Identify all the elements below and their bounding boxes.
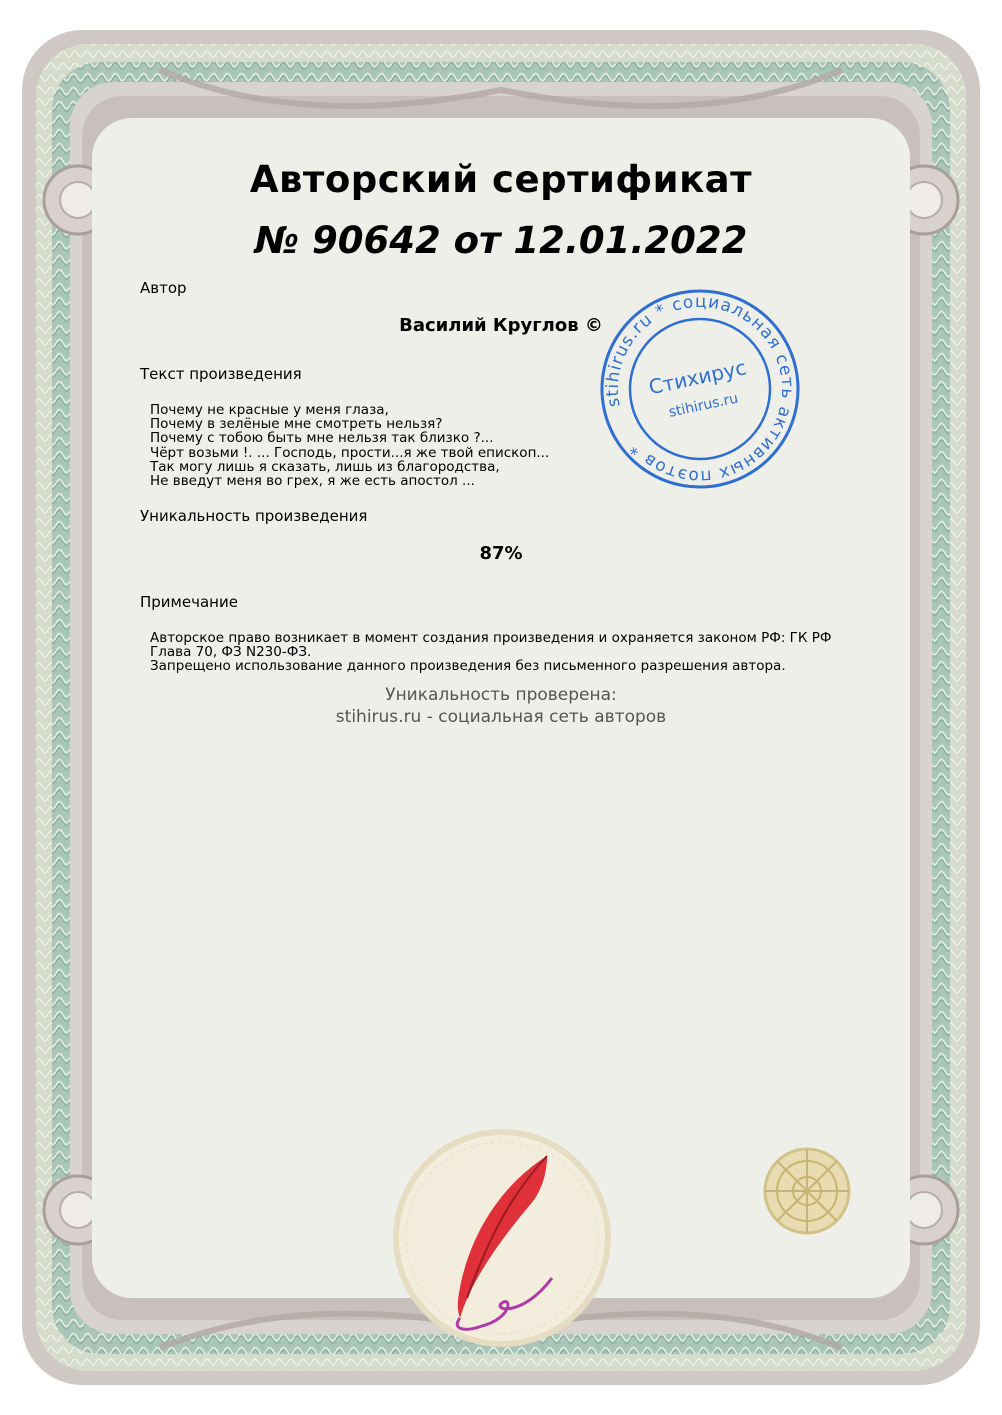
poem-line: Почему не красные у меня глаза, bbox=[150, 402, 389, 418]
poem-line: Не введут меня во грех, я же есть апостол ... bbox=[150, 473, 475, 490]
certificate-number: № 90642 от 12.01.2022 bbox=[254, 219, 748, 262]
verification-line: Уникальность проверена: bbox=[385, 685, 617, 705]
poem-line: Почему в зелёные мне смотреть нельзя? bbox=[150, 416, 443, 433]
stihirus-stamp bbox=[596, 288, 804, 490]
note-text bbox=[150, 631, 850, 674]
poem-line: Так могу лишь я сказать, лишь из благородства, bbox=[150, 458, 500, 475]
stamp-center-site: stihirus.ru bbox=[667, 390, 740, 421]
note-line: Авторское право возникает в момент создания произведения и охраняется законом РФ: ГК РФ Глава 70, ФЗ N230-ФЗ. bbox=[150, 630, 832, 661]
poem-line: Почему с тобою быть мне нельзя так близко ?... bbox=[150, 430, 494, 447]
certificate-title: Авторский сертификат bbox=[249, 158, 753, 201]
note-label: Примечание bbox=[140, 593, 238, 611]
uniqueness-value: 87% bbox=[479, 543, 523, 564]
note-line: Запрещено использование данного произведения без письменного разрешения автора. bbox=[150, 658, 786, 675]
work-text-label: Текст произведения bbox=[140, 365, 302, 383]
verification-line: stihirus.ru - социальная сеть авторов bbox=[335, 707, 667, 727]
poem-line: Чёрт возьми !. ... Господь, прости...я же твой епископ... bbox=[150, 444, 550, 461]
author-name: Василий Круглов © bbox=[399, 315, 603, 336]
gold-rosette-icon bbox=[762, 1146, 852, 1236]
work-text bbox=[150, 403, 549, 488]
stamp-center-name: Стихирус bbox=[646, 355, 749, 400]
author-label: Автор bbox=[140, 279, 187, 297]
verification-text bbox=[0, 684, 1002, 728]
stamp-ring-text: stihirus.ru * социальная сеть активных поэтов * bbox=[602, 291, 798, 487]
uniqueness-label: Уникальность произведения bbox=[140, 507, 368, 525]
quill-emblem-seal bbox=[392, 1128, 612, 1348]
